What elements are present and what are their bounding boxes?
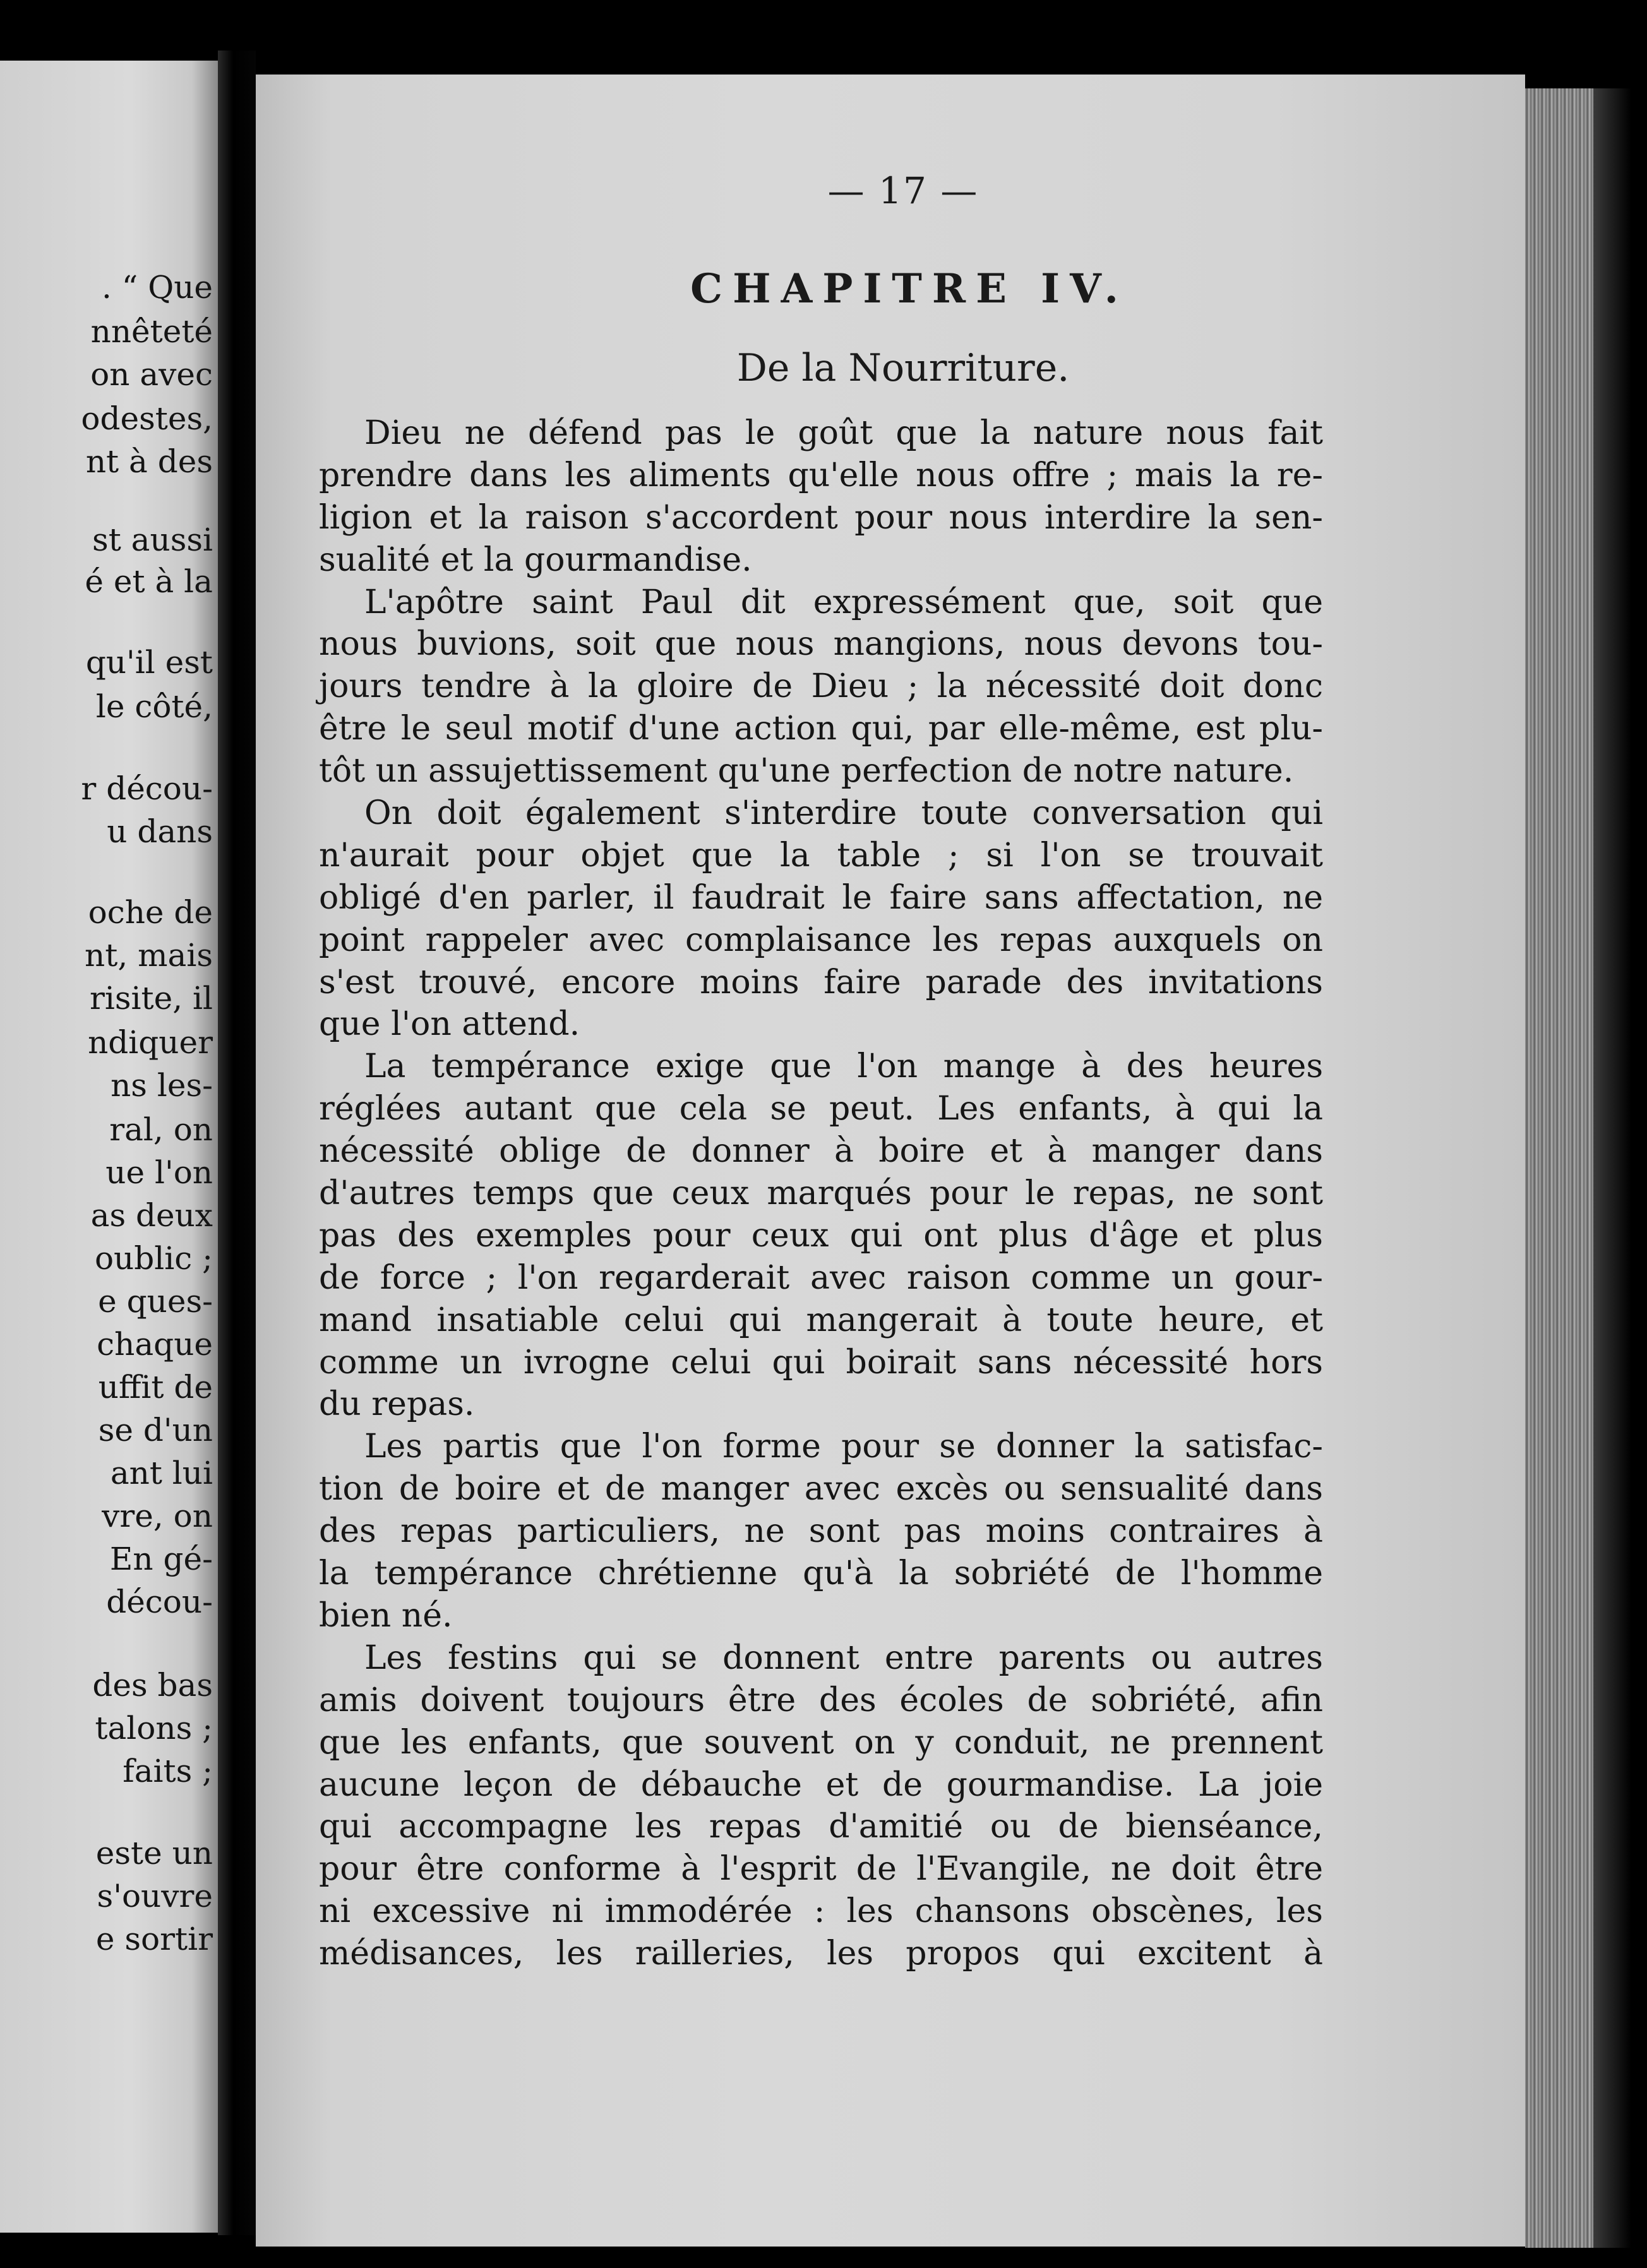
previous-page-text-fragment: chaque	[97, 1326, 213, 1363]
text-line: aucune leçon de débauche et de gourmandise. La joie	[319, 1765, 1323, 1804]
previous-page-text-fragment: oche de	[88, 894, 213, 931]
previous-page-text-fragment: odestes,	[81, 400, 213, 437]
text-line: nécessité oblige de donner à boire et à manger dans	[319, 1132, 1323, 1171]
text-line: bien né.	[319, 1596, 453, 1635]
text-line: mand insatiable celui qui mangerait à toute heure, et	[319, 1301, 1323, 1339]
text-line: point rappeler avec complaisance les repas auxquels on	[319, 921, 1323, 959]
previous-page-text-fragment: le côté,	[95, 688, 213, 725]
chapter-title: CHAPITRE IV.	[690, 265, 1129, 313]
previous-page-text-fragment: st aussi	[92, 522, 213, 558]
previous-page-text-fragment: as deux	[90, 1197, 213, 1234]
text-line: être le seul motif d'une action qui, par elle-même, est plu-	[319, 710, 1323, 748]
previous-page-text-fragment: u dans	[107, 813, 213, 850]
previous-page-text-fragment: s'ouvre	[97, 1878, 213, 1914]
text-line: La tempérance exige que l'on mange à des heures	[364, 1047, 1323, 1086]
previous-page-text-fragment: risite, il	[90, 980, 213, 1017]
previous-page-text-fragment: faits ;	[123, 1753, 213, 1789]
previous-page-text-fragment: ral, on	[109, 1111, 213, 1148]
previous-page-text-fragment: nnêteté	[90, 313, 213, 350]
text-line: des repas particuliers, ne sont pas moins contraires à	[319, 1512, 1323, 1551]
page-17	[256, 75, 1525, 2247]
body-text	[319, 412, 1323, 1975]
text-line: obligé d'en parler, il faudrait le faire sans affectation, ne	[319, 878, 1323, 917]
previous-page-text-fragment: é et à la	[85, 563, 213, 600]
previous-page-text-fragment: e sortir	[95, 1921, 213, 1957]
text-line: s'est trouvé, encore moins faire parade des invitations	[319, 963, 1323, 1001]
text-line: la tempérance chrétienne qu'à la sobriété de l'homme	[319, 1555, 1323, 1593]
text-line: réglées autant que cela se peut. Les enfants, à qui la	[319, 1090, 1323, 1128]
previous-page-text-fragment: ant lui	[110, 1455, 213, 1491]
previous-page-text-fragment: este un	[95, 1835, 213, 1871]
text-line: comme un ivrogne celui qui boirait sans nécessité hors	[319, 1343, 1323, 1382]
previous-page-text-fragment: se d'un	[98, 1412, 213, 1448]
text-line: Les partis que l'on forme pour se donner la satisfac-	[364, 1428, 1323, 1466]
previous-page-margin	[0, 61, 218, 2233]
previous-page-text-fragment: . “ Que	[101, 269, 213, 306]
section-title: De la Nourriture.	[736, 346, 1070, 390]
text-line: sualité et la gourmandise.	[319, 540, 752, 579]
text-line: que l'on attend.	[319, 1005, 580, 1044]
text-line: tôt un assujettissement qu'une perfection de notre nature.	[319, 752, 1294, 791]
text-line: On doit également s'interdire toute conversation qui	[364, 794, 1323, 833]
book-edge-shadow	[1593, 88, 1631, 2248]
text-line: Dieu ne défend pas le goût que la nature nous fait	[364, 414, 1323, 452]
previous-page-text-fragment: r décou-	[81, 770, 213, 807]
text-line: pas des exemples pour ceux qui ont plus d'âge et plus	[319, 1216, 1323, 1255]
previous-page-text-fragment: e ques-	[98, 1283, 213, 1320]
previous-page-text-fragment: uffit de	[98, 1369, 213, 1406]
text-line: ni excessive ni immodérée : les chansons obscènes, les	[319, 1892, 1323, 1931]
text-line: prendre dans les aliments qu'elle nous offre ; mais la re-	[319, 456, 1323, 494]
previous-page-text-fragment: ndiquer	[88, 1024, 213, 1061]
previous-page-text-fragment: on avec	[90, 356, 213, 393]
text-line: qui accompagne les repas d'amitié ou de bienséance,	[319, 1808, 1323, 1846]
text-line: d'autres temps que ceux marqués pour le repas, ne sont	[319, 1174, 1323, 1213]
previous-page-text-fragment: nt à des	[85, 443, 213, 480]
text-line: pour être conforme à l'esprit de l'Evangile, ne doit être	[319, 1850, 1323, 1889]
previous-page-text-fragment: décou-	[106, 1584, 213, 1620]
text-line: Les festins qui se donnent entre parents ou autres	[364, 1638, 1323, 1677]
text-line: tion de boire et de manger avec excès ou sensualité dans	[319, 1470, 1323, 1508]
previous-page-text-fragment: ue l'on	[105, 1154, 213, 1191]
previous-page-text-fragment: des bas	[92, 1667, 213, 1704]
text-line: de force ; l'on regarderait avec raison comme un gour-	[319, 1258, 1323, 1297]
text-line: amis doivent toujours être des écoles de sobriété, afin	[319, 1681, 1323, 1719]
text-line: nous buvions, soit que nous mangions, nous devons tou-	[319, 625, 1323, 664]
previous-page-text-fragment: talons ;	[95, 1710, 213, 1746]
previous-page-text-fragment: vre, on	[102, 1498, 213, 1534]
text-line: ligion et la raison s'accordent pour nous interdire la sen-	[319, 498, 1323, 537]
text-line: jours tendre à la gloire de Dieu ; la nécessité doit donc	[319, 667, 1323, 706]
previous-page-text-fragment: nt, mais	[85, 937, 213, 974]
previous-page-text-fragment: ns les-	[111, 1067, 213, 1104]
text-line: L'apôtre saint Paul dit expressément que, soit que	[364, 583, 1323, 621]
text-line: médisances, les railleries, les propos qui excitent à	[319, 1935, 1323, 1973]
text-line: que les enfants, que souvent on y conduit, ne prennent	[319, 1723, 1323, 1762]
book-gutter	[218, 51, 256, 2235]
text-line: du repas.	[319, 1385, 475, 1424]
book-page-edges	[1525, 88, 1593, 2248]
previous-page-text-fragment: En gé-	[109, 1541, 213, 1577]
previous-page-text-fragment: oublic ;	[94, 1240, 213, 1277]
text-line: n'aurait pour objet que la table ; si l'on se trouvait	[319, 836, 1323, 874]
page-number: — 17 —	[827, 169, 979, 212]
previous-page-text-fragment: qu'il est	[85, 644, 213, 681]
